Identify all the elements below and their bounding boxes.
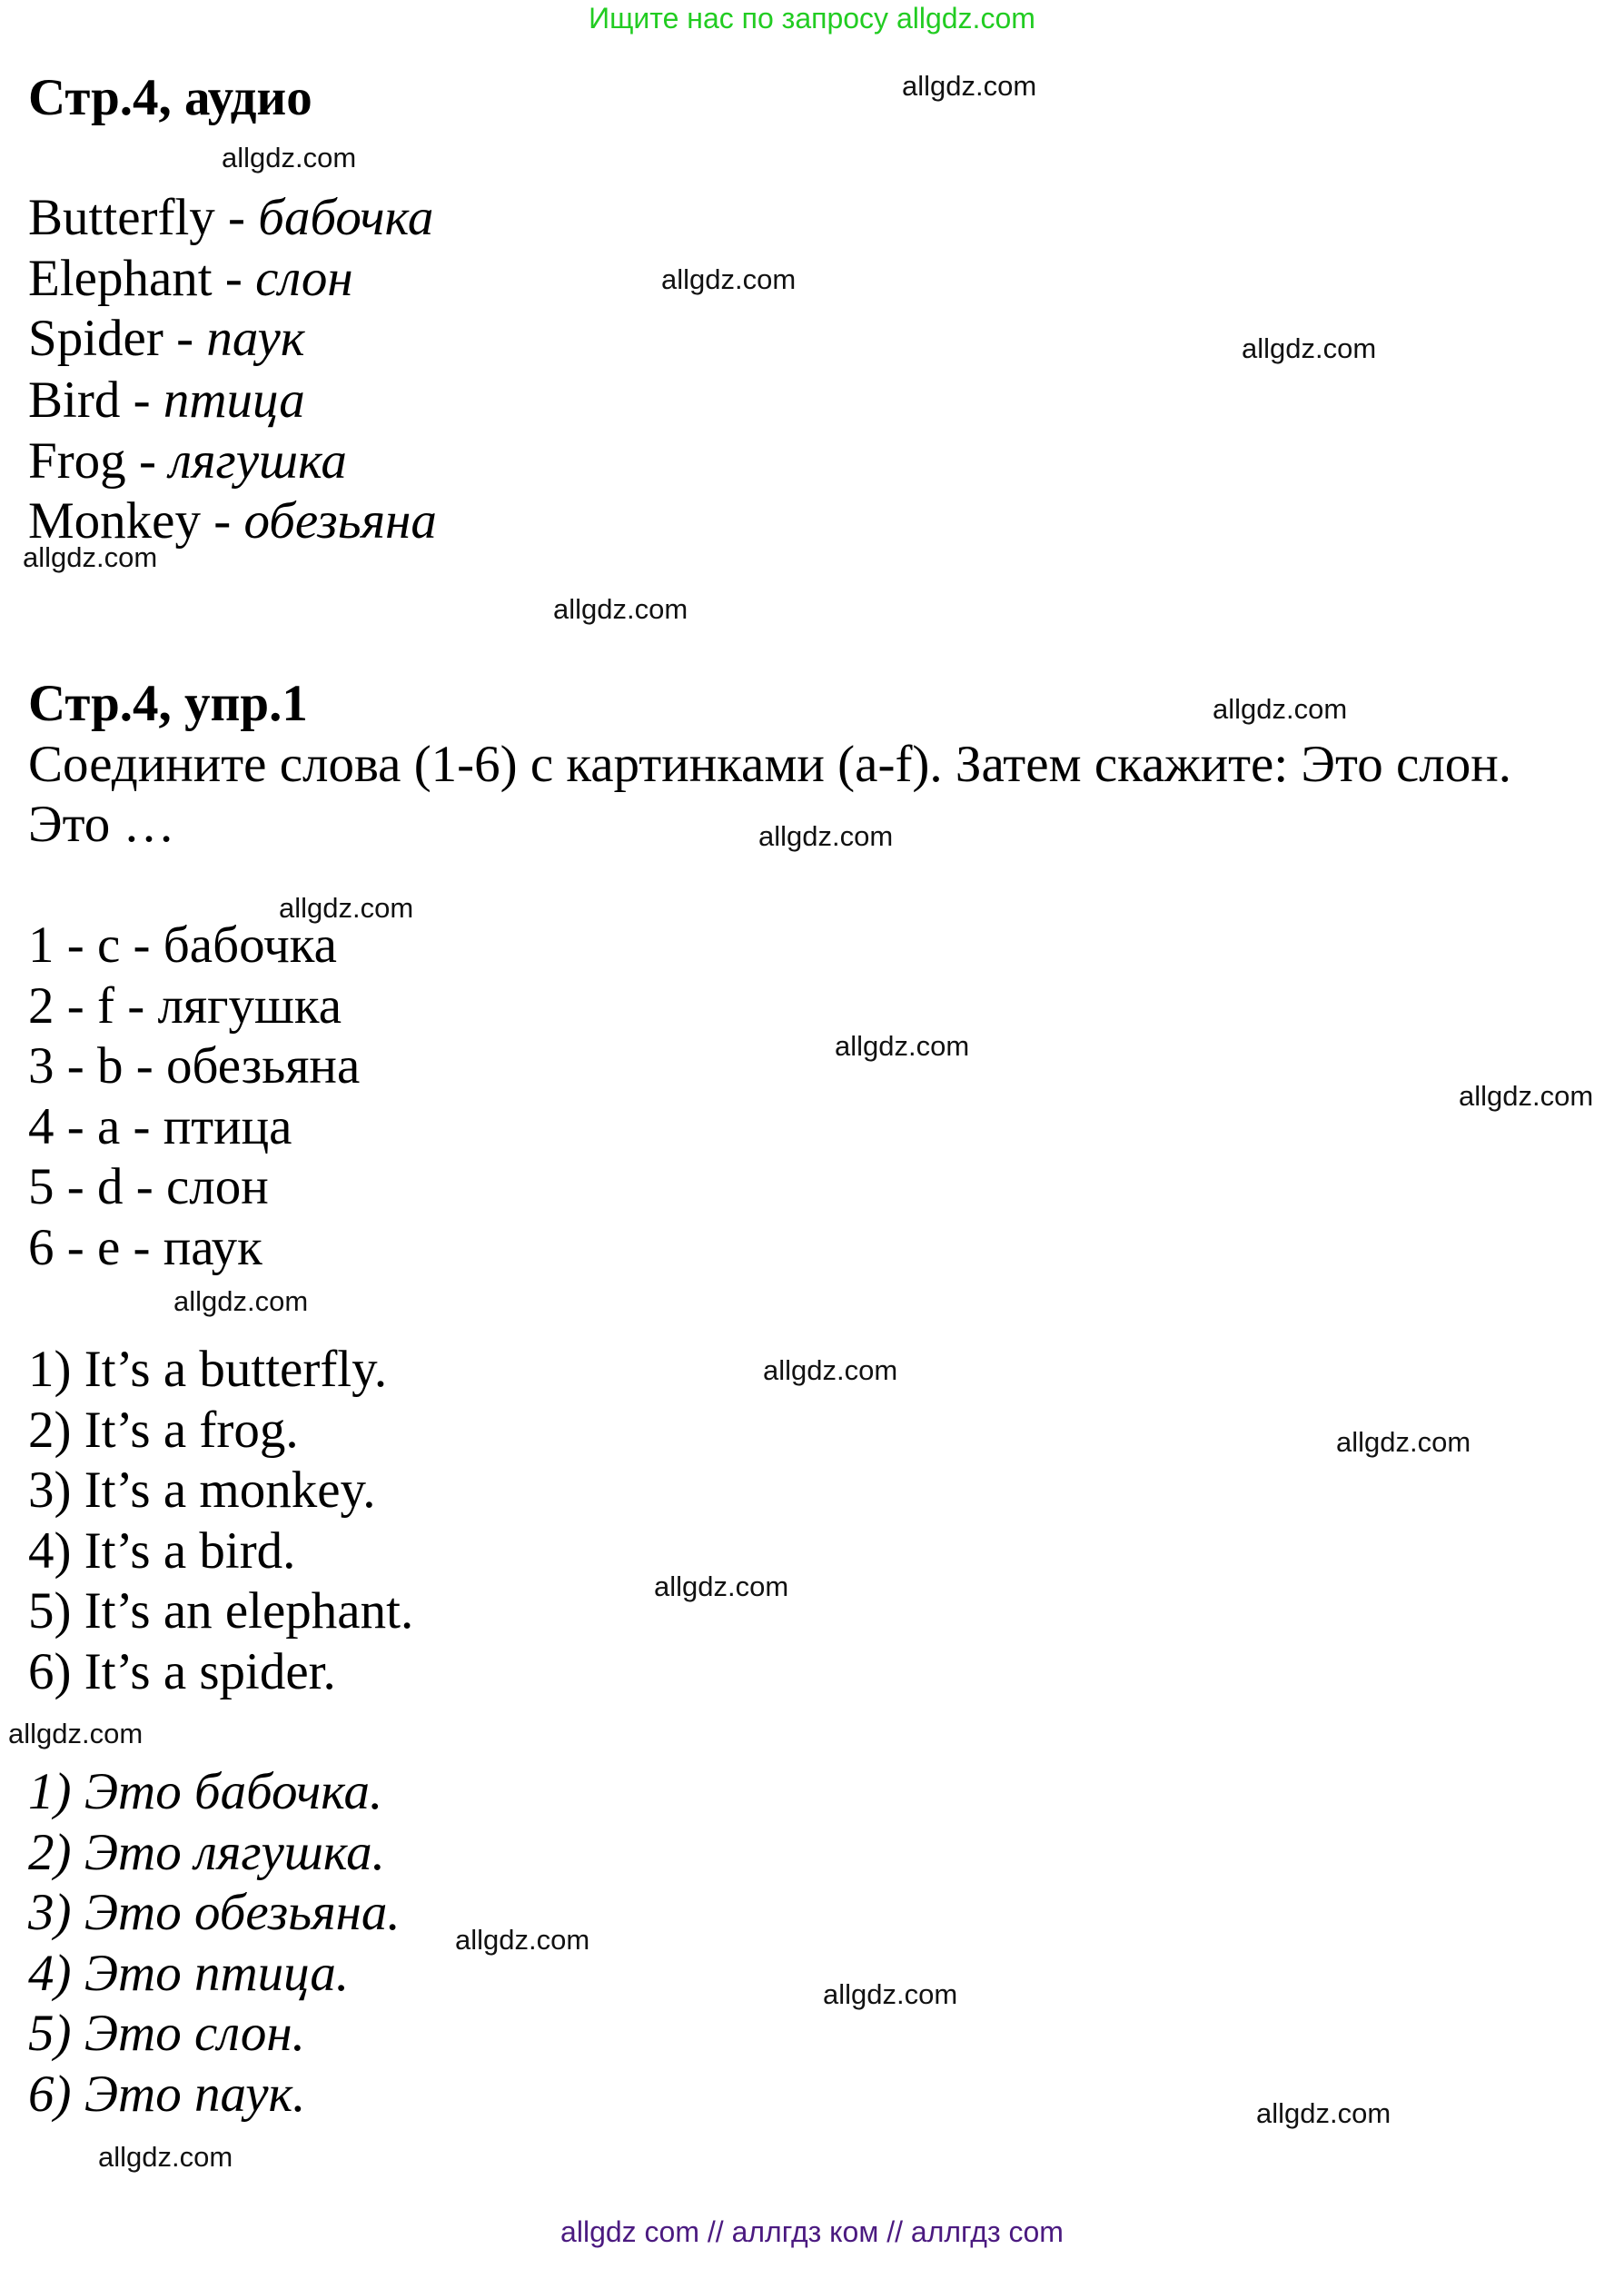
watermark: allgdz.com	[1336, 1426, 1471, 1458]
vocab-russian: паук	[206, 310, 305, 367]
english-sentence: 6) It’s a spider.	[28, 1642, 336, 1700]
vocab-english: Monkey	[28, 492, 201, 550]
match-item: 2 - f - лягушка	[28, 976, 342, 1035]
vocab-item	[28, 371, 305, 431]
vocab-item	[28, 431, 347, 491]
vocab-english: Frog	[28, 432, 126, 490]
russian-sentence: 6) Это паук.	[28, 2065, 306, 2123]
dash: -	[125, 432, 170, 490]
footer-links: allgdz com // аллгдз ком // аллгдз com	[560, 2215, 1064, 2248]
watermark: allgdz.com	[222, 142, 357, 173]
russian-sentence: 3) Это обезьяна.	[28, 1884, 401, 1941]
match-item: 5 - d - слон	[28, 1158, 269, 1215]
vocab-english: Butterfly	[28, 189, 215, 246]
watermark: allgdz.com	[553, 593, 688, 625]
russian-sentence: 4) Это птица.	[28, 1944, 350, 2002]
vocab-russian: слон	[255, 250, 353, 307]
watermark: allgdz.com	[661, 263, 797, 295]
english-sentence: 5) It’s an elephant.	[28, 1582, 414, 1640]
vocab-russian: лягушка	[169, 432, 347, 490]
english-sentence: 3) It’s a monkey.	[28, 1461, 376, 1519]
vocab-item	[28, 188, 433, 248]
watermark: allgdz.com	[173, 1285, 309, 1317]
watermark: allgdz.com	[758, 820, 894, 852]
watermark: allgdz.com	[763, 1354, 898, 1386]
vocab-russian: птица	[163, 372, 305, 429]
watermark: allgdz.com	[8, 1718, 144, 1749]
watermark: allgdz.com	[1459, 1080, 1594, 1112]
vocab-english: Bird	[28, 372, 121, 429]
russian-sentence: 2) Это лягушка.	[28, 1823, 385, 1881]
watermark: allgdz.com	[455, 1924, 590, 1956]
watermark: allgdz.com	[835, 1030, 970, 1062]
vocab-english: Spider	[28, 310, 163, 367]
english-sentence: 1) It’s a butterfly.	[28, 1341, 388, 1398]
instruction-line: Это …	[28, 796, 175, 853]
search-banner: Ищите нас по запросу allgdz.com	[589, 2, 1035, 35]
section-title-audio: Стр.4, аудио	[28, 69, 312, 126]
instruction-line: Соедините слова (1-6) с картинками (a-f). Затем скажите: Это слон.	[28, 736, 1511, 793]
watermark: allgdz.com	[823, 1978, 958, 2010]
vocab-item	[28, 249, 353, 309]
watermark: allgdz.com	[1213, 693, 1348, 725]
dash: -	[120, 372, 163, 429]
vocab-russian: бабочка	[258, 189, 434, 246]
watermark: allgdz.com	[98, 2141, 233, 2173]
watermark: allgdz.com	[23, 541, 158, 573]
dash: -	[212, 250, 256, 307]
watermark: allgdz.com	[279, 892, 414, 924]
watermark: allgdz.com	[902, 70, 1037, 102]
match-item: 4 - a - птица	[28, 1097, 292, 1155]
match-item: 3 - b - обезьяна	[28, 1037, 361, 1095]
russian-sentence: 5) Это слон.	[28, 2005, 305, 2062]
dash: -	[200, 492, 244, 550]
section-title-exercise: Стр.4, упр.1	[28, 675, 308, 732]
match-item: 6 - e - паук	[28, 1218, 262, 1276]
vocab-english: Elephant	[28, 250, 213, 307]
watermark: allgdz.com	[1256, 2097, 1391, 2129]
dash: -	[214, 189, 259, 246]
russian-sentence: 1) Это бабочка.	[28, 1763, 383, 1820]
vocab-item	[28, 309, 305, 369]
watermark: allgdz.com	[1242, 332, 1377, 364]
vocab-russian: обезьяна	[243, 492, 437, 550]
match-item: 1 - c - бабочка	[28, 917, 337, 974]
watermark: allgdz.com	[654, 1570, 789, 1602]
dash: -	[163, 310, 207, 367]
english-sentence: 2) It’s a frog.	[28, 1401, 299, 1459]
english-sentence: 4) It’s a bird.	[28, 1521, 296, 1580]
